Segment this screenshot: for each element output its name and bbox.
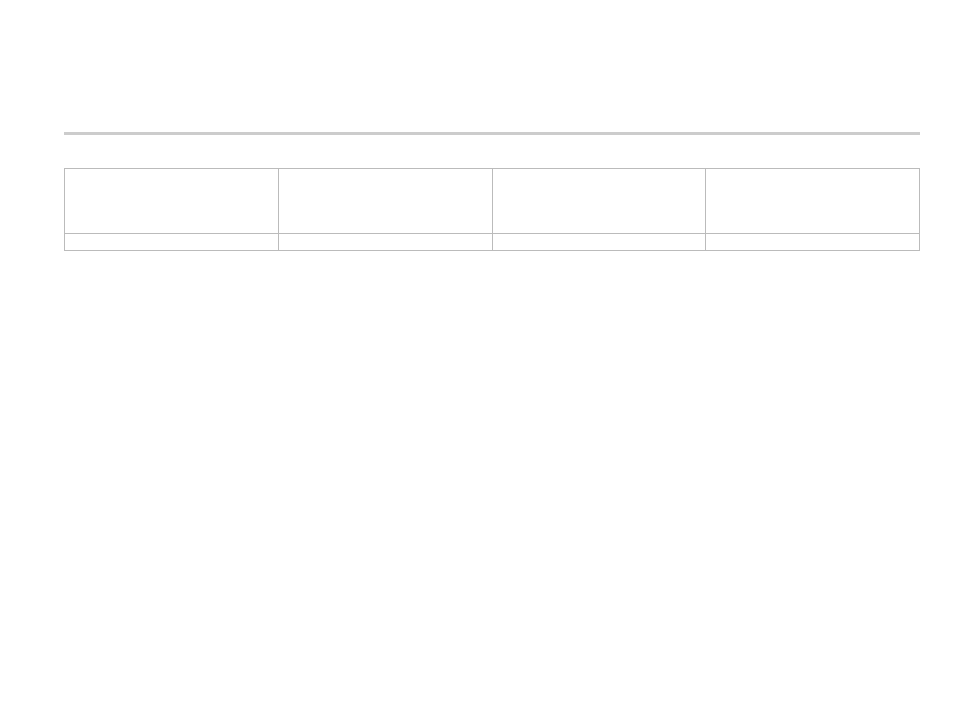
header-cell-1 [65, 169, 279, 234]
row-cell-3 [492, 234, 706, 251]
header-cell-2 [278, 169, 492, 234]
title-divider [64, 132, 920, 135]
table-header-row [65, 169, 920, 234]
row-cell-1 [65, 234, 279, 251]
row-cell-4 [706, 234, 920, 251]
header-cell-3 [492, 169, 706, 234]
content-table [64, 168, 920, 251]
table-row [65, 234, 920, 251]
row-cell-2 [278, 234, 492, 251]
header-cell-4 [706, 169, 920, 234]
